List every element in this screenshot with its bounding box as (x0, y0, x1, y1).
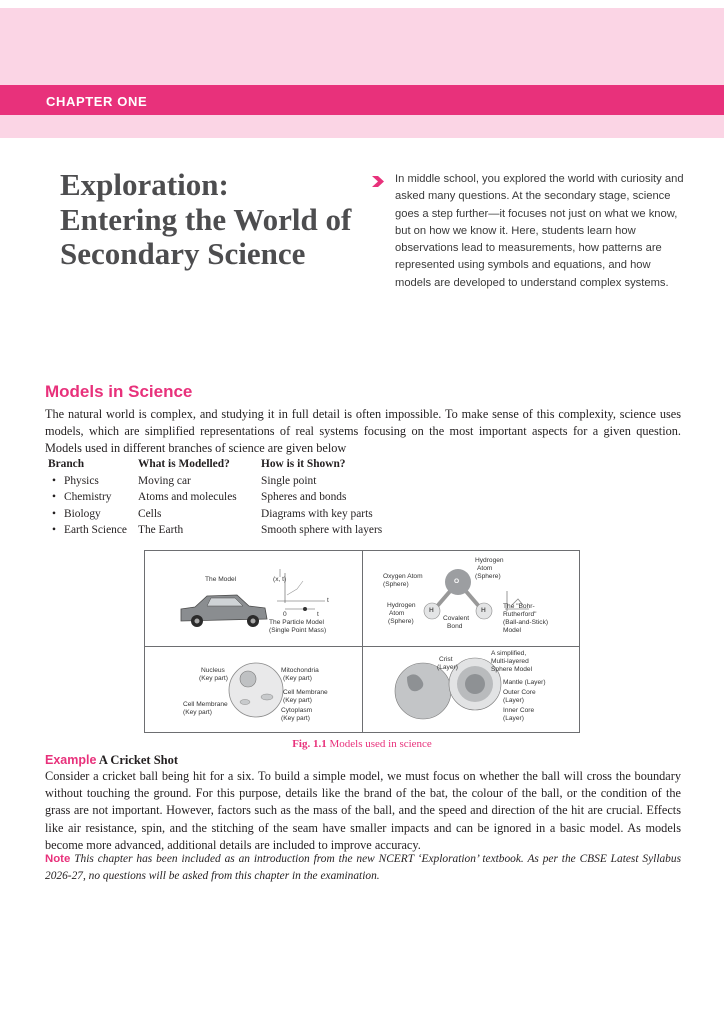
fig-label-hydrogen-left2: Atom (389, 610, 405, 617)
fig-label-coord: (x, t) (273, 576, 287, 583)
header-underband (0, 115, 724, 138)
table-cell: Moving car (138, 474, 191, 487)
fig-label-membrane-l2: (Key part) (183, 709, 212, 716)
fig-label-crust: Crist (439, 656, 453, 663)
fig-label-membrane-l: Cell Membrane (183, 701, 228, 708)
table-cell: Single point (261, 474, 317, 487)
section-heading: Models in Science (45, 382, 193, 401)
fig-label-covalent: Covalent (443, 615, 470, 622)
fig-label-mito2: (Key part) (283, 675, 312, 682)
chapter-title (60, 168, 360, 272)
bullet-icon: • (52, 474, 56, 487)
fig-label-simplified2: Multi-layered (491, 658, 529, 665)
fig-label-bohr2: Rutherford" (503, 611, 537, 618)
fig-label-simplified1: A simplified, (491, 650, 527, 657)
fig-label-inner: Inner Core (503, 707, 535, 714)
table-cell: Cells (138, 507, 162, 520)
fig-label-outer2: (Layer) (503, 697, 524, 704)
cell-illustration (229, 663, 283, 717)
chapter-title-line2: Entering the World of Secondary Science (60, 201, 352, 271)
note (45, 851, 681, 884)
fig-label-inner2: (Layer) (503, 715, 524, 722)
table-header: What is Modelled? (138, 458, 230, 470)
fig-label-t: t (327, 597, 329, 604)
fig-label-oxygen: Oxygen Atom (383, 573, 423, 580)
chapter-label: CHAPTER ONE (46, 94, 148, 109)
fig-label-cyto: Cytoplasm (281, 707, 313, 714)
table-cell: Earth Science (64, 524, 127, 537)
fig-label-nucleus: Nucleus (201, 667, 225, 674)
fig-label-membrane-r: Cell Membrane (283, 689, 328, 696)
table-cell: Biology (64, 507, 101, 520)
fig-label-bohr4: Model (503, 627, 521, 634)
fig-label-t2: t (317, 611, 319, 618)
fig-atom-h2: H (481, 607, 486, 614)
intro-text: In middle school, you explored the world with curiosity and asked many questions. At the secondary stage, science goes a step further—it focuses not just on what we know, but on how we know it. Here, students learn how observations lead to measurements, how patterns are represented using symbols and equations, and how models are developed to understand complex systems. (395, 173, 684, 289)
header-band (0, 8, 724, 85)
fig-label-mito: Mitochondria (281, 667, 319, 674)
table-cell: The Earth (138, 524, 184, 537)
fig-label-bohr3: (Ball-and-Stick) (503, 619, 549, 626)
example-title: A Cricket Shot (98, 753, 179, 767)
fig-label-covalent2: Bond (447, 623, 463, 630)
fig-label-hydrogen-left: Hydrogen (387, 602, 416, 609)
chevron-right-icon (372, 176, 384, 187)
fig-label-hydrogen-top: Hydrogen (475, 557, 504, 564)
example-keyword: Example (45, 753, 97, 767)
bullet-icon: • (52, 491, 56, 504)
fig-label-outer: Outer Core (503, 689, 536, 696)
fig-atom-h1: H (429, 607, 434, 614)
fig-label-hydrogen-left3: (Sphere) (388, 618, 414, 625)
example-paragraph: Consider a cricket ball being hit for a six. To build a simple model, we must focus on whether the ball will cross the boundary without touching the ground. For this purpose, details like the brand of the bat, the colour of the ball, or the condition of the grass are not important. However, factors such as the mass of the ball, and the speed and direction of the hit are crucial. Effects like air resistance, spin, and the stitching of the seam have smaller impacts and can be ignored in a basic model. As models become more advanced, additional details are included to improve accuracy. (45, 769, 681, 852)
table-cell: Spheres and bonds (261, 491, 347, 504)
table-cell: Atoms and molecules (138, 491, 237, 504)
figure-caption-number: Fig. 1.1 (292, 738, 327, 750)
fig-label-hydrogen-top3: (Sphere) (475, 573, 501, 580)
figure-models (144, 550, 580, 733)
note-keyword: Note (45, 853, 71, 865)
chapter-title-line1: Exploration: (60, 167, 229, 202)
fig-label-simplified3: Sphere Model (491, 666, 533, 673)
fig-label-model: The Model (205, 576, 237, 583)
table-cell: Physics (64, 474, 99, 487)
fig-label-hydrogen-top2: Atom (477, 565, 493, 572)
table-header: How is it Shown? (261, 458, 346, 470)
fig-label-crust2: (Layer) (437, 664, 458, 671)
figure-caption (0, 738, 724, 750)
table-header: Branch (48, 458, 85, 470)
car-illustration (181, 595, 267, 627)
section-paragraph: The natural world is complex, and studying it in full detail is often impossible. To make sense of this complexity, science uses models, which are simplified representations of real systems focusing on the most important aspects for a given question. Models used in different branches of science are given below (45, 407, 681, 456)
fig-label-oxygen2: (Sphere) (383, 581, 409, 588)
fig-label-particle-sub: (Single Point Mass) (269, 627, 327, 634)
fig-label-zero: 0 (283, 611, 287, 618)
fig-label-particle: The Particle Model (269, 619, 324, 626)
fig-atom-o: O (454, 578, 460, 585)
bullet-icon: • (52, 507, 56, 520)
figure-caption-text: Models used in science (329, 738, 432, 750)
fig-label-bohr1: The "Bohr- (503, 603, 535, 610)
fig-label-cyto2: (Key part) (281, 715, 310, 722)
table-cell: Diagrams with key parts (261, 507, 373, 520)
fig-label-nucleus2: (Key part) (199, 675, 228, 682)
table-cell: Chemistry (64, 491, 112, 504)
note-text: This chapter has been included as an introduction from the new NCERT ‘Exploration’ textbook. As per the CBSE Latest Syllabus 2026-27, no questions will be asked from this chapter in the examination. (45, 853, 681, 882)
example-heading (45, 753, 178, 768)
table-cell: Smooth sphere with layers (261, 524, 383, 537)
bullet-icon: • (52, 524, 56, 537)
fig-label-membrane-r2: (Key part) (283, 697, 312, 704)
fig-label-mantle: Mantle (Layer) (503, 679, 546, 686)
